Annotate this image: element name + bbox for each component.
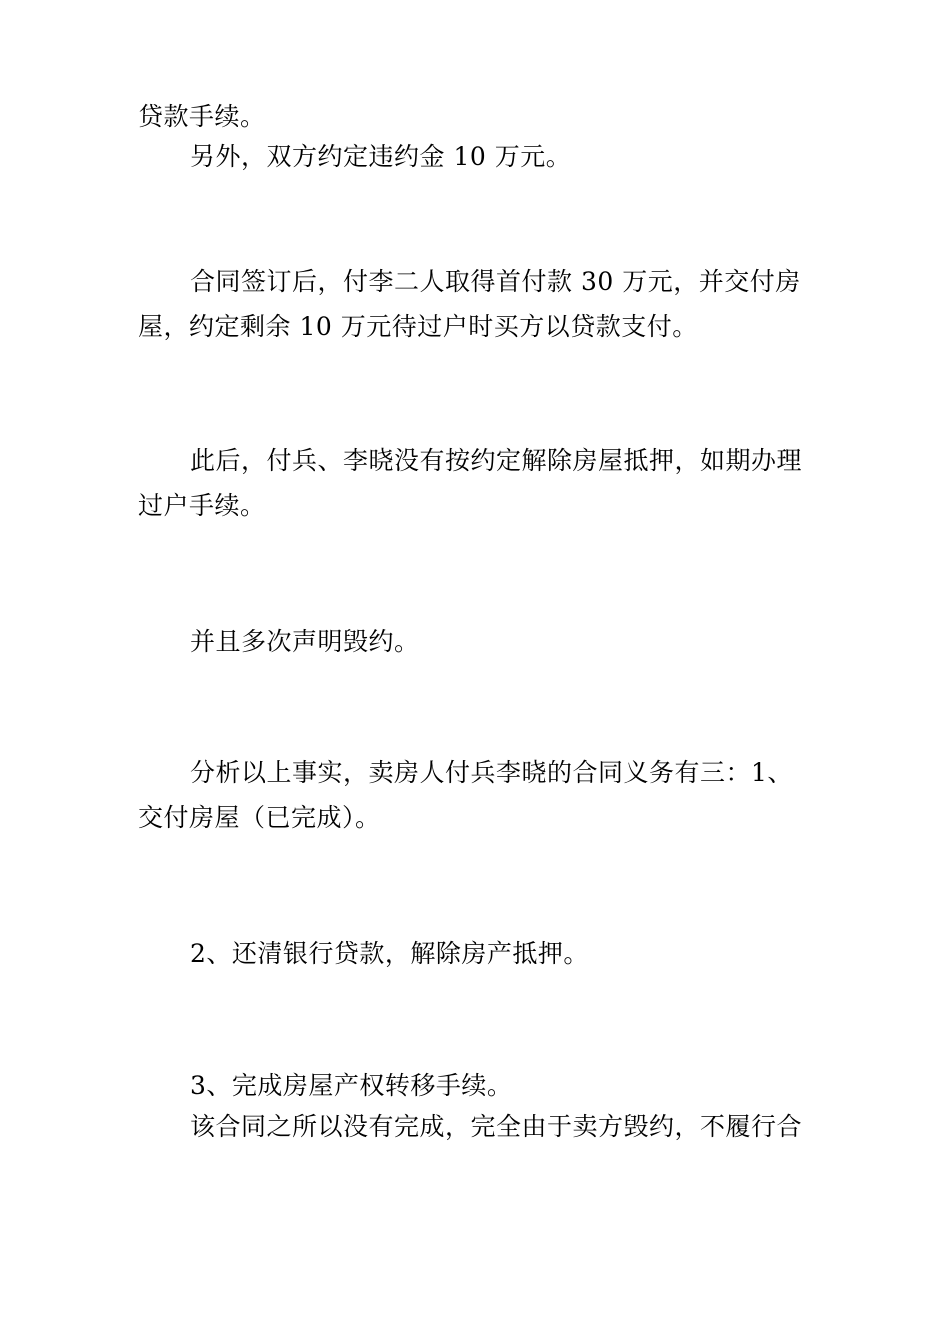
text-line: 过户手续。 — [138, 491, 266, 520]
text-line: 该合同之所以没有完成，完全由于卖方毁约，不履行合 — [190, 1112, 803, 1141]
text-line: 交付房屋（已完成）。 — [138, 803, 381, 832]
text-line: 另外，双方约定违约金 10 万元。 — [190, 142, 572, 171]
text-line: 贷款手续。 — [138, 102, 266, 131]
text-line: 合同签订后，付李二人取得首付款 30 万元，并交付房 — [190, 267, 801, 296]
text-line: 分析以上事实，卖房人付兵李晓的合同义务有三：1、 — [190, 758, 793, 787]
text-line: 2、还清银行贷款，解除房产抵押。 — [190, 939, 589, 968]
text-line: 并且多次声明毁约。 — [190, 627, 420, 656]
text-line: 屋，约定剩余 10 万元待过户时买方以贷款支付。 — [138, 312, 698, 341]
text-line: 3、完成房屋产权转移手续。 — [190, 1071, 513, 1100]
text-line: 此后，付兵、李晓没有按约定解除房屋抵押，如期办理 — [190, 446, 803, 475]
